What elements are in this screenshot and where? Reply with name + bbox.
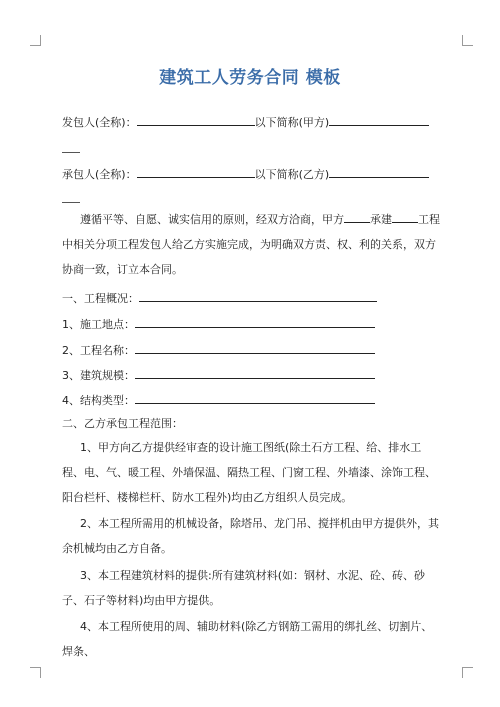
section2-paragraph-1-text: 1、甲方向乙方提供经审查的设计施工图纸(除土石方工程、给、排水工程、电、气、暖工程、外墙保温、隔热工程、门窗工程、外墙漆、涂饰工程、阳台栏杆、楼梯栏杆、防水工程外)均由乙方组织人员完成。 — [62, 441, 436, 504]
structure-type-label: 4、结构类型： — [62, 394, 135, 407]
section1-item-4 — [62, 392, 375, 408]
party-b-abbr-label: 以下简称(乙方) — [254, 168, 330, 181]
site-location-blank[interactable] — [135, 316, 375, 328]
intro-paragraph — [62, 207, 442, 282]
party-a-project-blank[interactable] — [344, 211, 370, 223]
party-a-name-blank[interactable] — [137, 114, 255, 126]
intro-text-2: 承建 — [370, 213, 392, 226]
site-location-label: 1、施工地点： — [62, 318, 135, 331]
corner-mark-bottom-right — [462, 667, 473, 678]
party-b-label: 承包人(全称)： — [62, 168, 137, 181]
party-a-abbr-blank[interactable] — [329, 114, 429, 126]
structure-type-blank[interactable] — [135, 392, 375, 404]
party-a-label: 发包人(全称)： — [62, 116, 137, 129]
section2-heading: 二、乙方承包工程范围： — [62, 417, 183, 430]
project-overview-blank[interactable] — [139, 290, 377, 302]
document-title: 建筑工人劳务合同 模板 — [159, 68, 341, 88]
section2-paragraph-4-text: 4、本工程所使用的周、辅助材料(除乙方钢筋工需用的绑扎丝、切割片、焊条、 — [62, 620, 433, 658]
project-name-label: 2、工程名称： — [62, 344, 135, 357]
section2-paragraph-3 — [62, 563, 442, 613]
section1-item-2 — [62, 342, 375, 358]
party-a-line — [62, 114, 429, 130]
building-scale-blank[interactable] — [135, 367, 375, 379]
section1-heading: 一、工程概况： — [62, 292, 139, 305]
project-name-field-blank[interactable] — [135, 342, 375, 354]
section2-paragraph-1 — [62, 435, 442, 510]
party-b-name-blank[interactable] — [137, 166, 255, 178]
party-b-abbr-blank[interactable] — [329, 166, 429, 178]
intro-text-1: 遵循平等、自愿、诚实信用的原则，经双方洽商，甲方 — [80, 213, 344, 226]
party-a-abbr-label: 以下简称(甲方) — [254, 116, 330, 129]
corner-mark-top-left — [30, 35, 41, 46]
corner-mark-bottom-left — [30, 667, 41, 678]
section1-heading-line — [62, 290, 377, 306]
corner-mark-top-right — [462, 35, 473, 46]
section1-item-1 — [62, 316, 375, 332]
party-b-line — [62, 166, 429, 182]
section2-paragraph-2 — [62, 511, 442, 561]
section2-paragraph-2-text: 2、本工程所需用的机械设备，除塔吊、龙门吊、搅拌机由甲方提供外，其余机械均由乙方自备。 — [62, 517, 439, 555]
intro-text-3: 工程中相关分项工程发包人给乙方实施完成，为明确双方责、权、利的关系，双方协商一致，订立本合同。 — [62, 213, 440, 276]
project-name-blank[interactable] — [392, 211, 418, 223]
section1-item-3 — [62, 367, 375, 383]
building-scale-label: 3、建筑规模： — [62, 369, 135, 382]
party-b-continuation-line — [62, 202, 80, 203]
section2-paragraph-3-text: 3、本工程建筑材料的提供:所有建筑材料(如：钢材、水泥、砼、砖、砂子、石子等材料)均由甲方提供。 — [62, 569, 425, 607]
section2-paragraph-4 — [62, 614, 442, 664]
party-a-continuation-line — [62, 152, 80, 153]
